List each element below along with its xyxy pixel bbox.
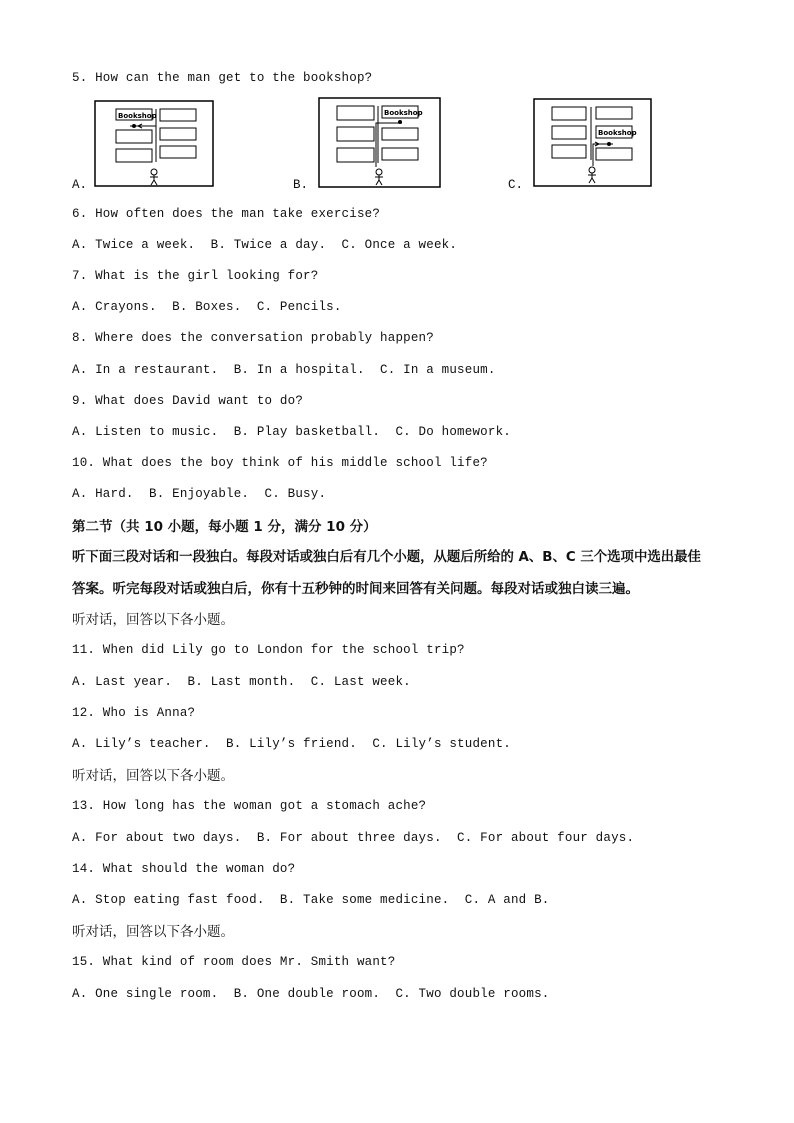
q5-map-a-bookshop-label: Bookshop xyxy=(118,112,157,120)
listen-instruction-1: 听对话，回答以下各小题。 xyxy=(72,612,234,628)
q13-question: 13. How long has the woman got a stomach ache? xyxy=(72,799,427,813)
q5-option-a-label: A. xyxy=(72,178,88,192)
q6-options: A. Twice a week. B. Twice a day. C. Once a week. xyxy=(72,238,458,252)
q10-question: 10. What does the boy think of his middle school life? xyxy=(72,456,488,470)
q5-map-c xyxy=(533,98,653,188)
q12-question: 12. Who is Anna? xyxy=(72,706,196,720)
q5-option-c-label: C. xyxy=(508,178,524,192)
q5-option-b-label: B. xyxy=(293,178,309,192)
q5-map-c-bookshop-label: Bookshop xyxy=(598,129,637,137)
q14-question: 14. What should the woman do? xyxy=(72,862,296,876)
q5-map-a xyxy=(94,100,214,188)
q5-map-b-bookshop-label: Bookshop xyxy=(384,109,423,117)
q15-options: A. One single room. B. One double room. C. Two double rooms. xyxy=(72,987,550,1001)
q11-options: A. Last year. B. Last month. C. Last week. xyxy=(72,675,411,689)
q14-options: A. Stop eating fast food. B. Take some medicine. C. A and B. xyxy=(72,893,550,907)
q11-question: 11. When did Lily go to London for the school trip? xyxy=(72,643,465,657)
section2-title: 第二节（共 10 小题，每小题 1 分，满分 10 分） xyxy=(72,519,377,535)
q8-question: 8. Where does the conversation probably happen? xyxy=(72,331,434,345)
listen-instruction-3: 听对话，回答以下各小题。 xyxy=(72,924,234,940)
q12-options: A. Lily’s teacher. B. Lily’s friend. C. Lily’s student. xyxy=(72,737,511,751)
q7-question: 7. What is the girl looking for? xyxy=(72,269,319,283)
section2-instruction-line2: 答案。听完每段对话或独白后，你有十五秒钟的时间来回答有关问题。每段对话或独白读三遍。 xyxy=(72,581,639,597)
q10-options: A. Hard. B. Enjoyable. C. Busy. xyxy=(72,487,327,501)
q5-question: 5. How can the man get to the bookshop? xyxy=(72,71,373,85)
q8-options: A. In a restaurant. B. In a hospital. C. In a museum. xyxy=(72,363,496,377)
q5-map-b xyxy=(318,97,442,189)
q15-question: 15. What kind of room does Mr. Smith want? xyxy=(72,955,396,969)
q13-options: A. For about two days. B. For about three days. C. For about four days. xyxy=(72,831,635,845)
q7-options: A. Crayons. B. Boxes. C. Pencils. xyxy=(72,300,342,314)
q6-question: 6. How often does the man take exercise? xyxy=(72,207,381,221)
q9-options: A. Listen to music. B. Play basketball. C. Do homework. xyxy=(72,425,511,439)
section2-instruction-line1: 听下面三段对话和一段独白。每段对话或独白后有几个小题，从题后所给的 A、B、C 三个选项中选出最佳 xyxy=(72,550,701,565)
q9-question: 9. What does David want to do? xyxy=(72,394,304,408)
listen-instruction-2: 听对话，回答以下各小题。 xyxy=(72,768,234,784)
